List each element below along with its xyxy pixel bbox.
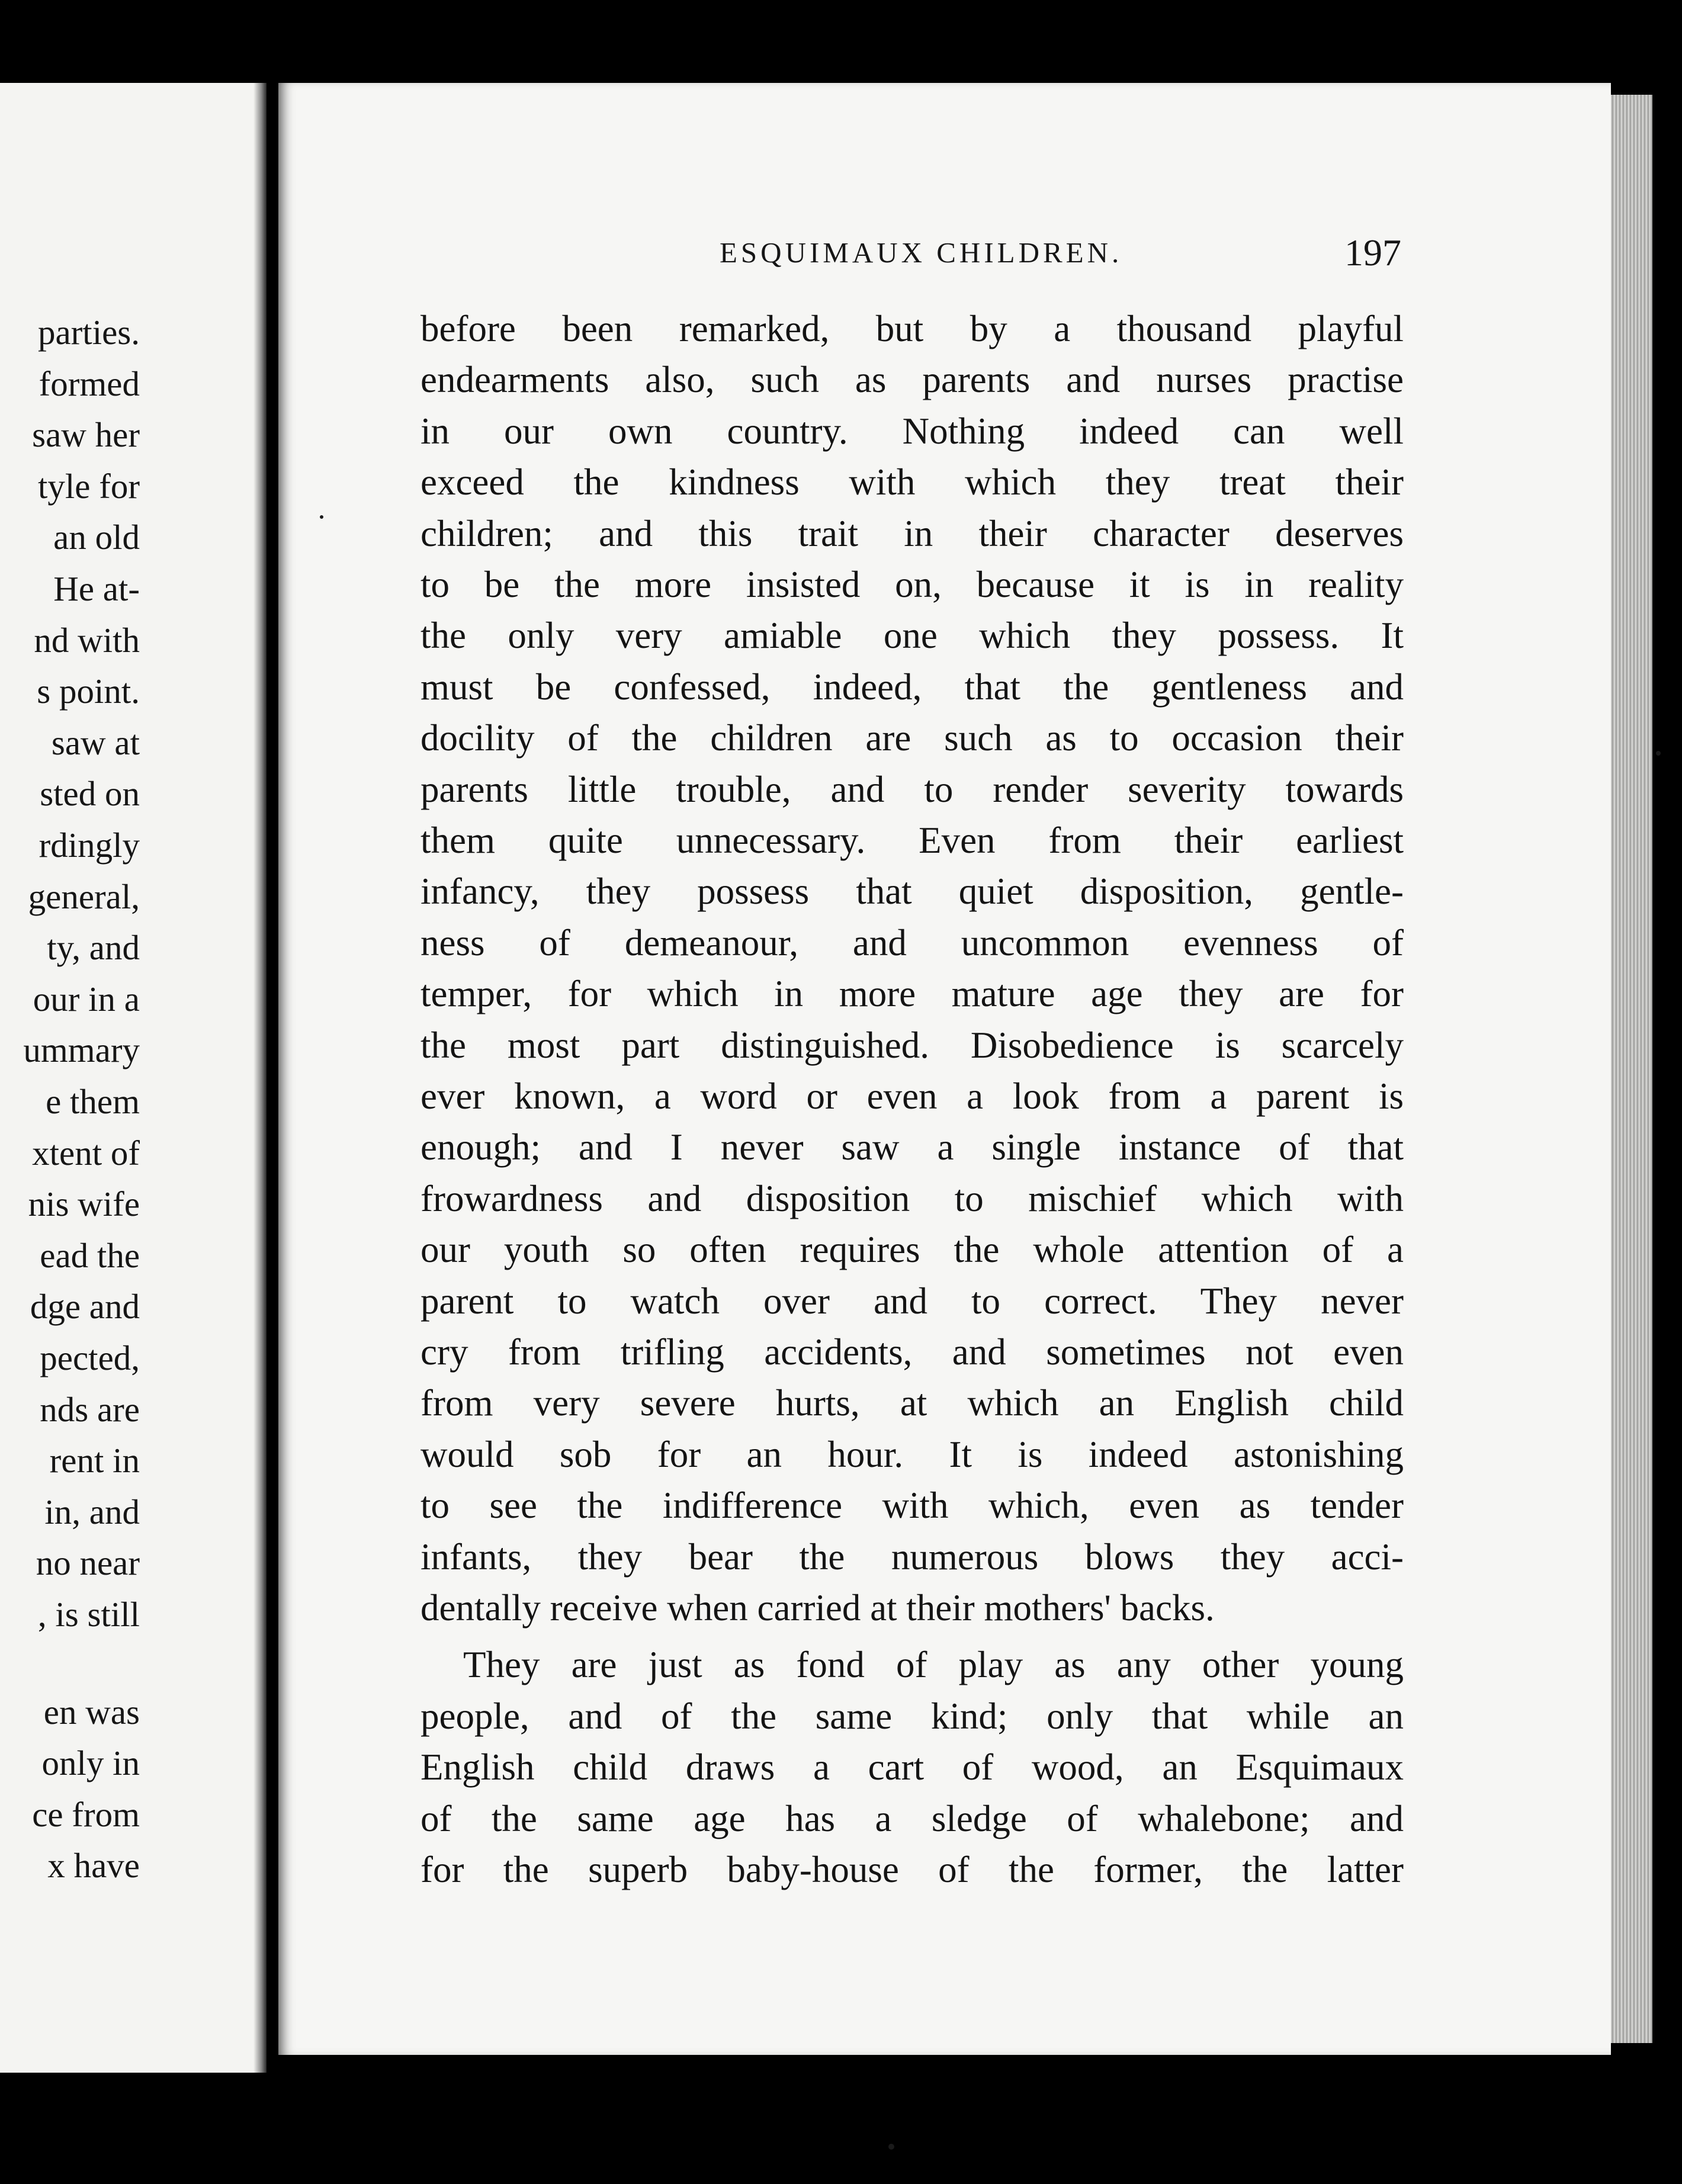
- body-text-line: people, and of the same kind; only that while an: [420, 1695, 1404, 1737]
- body-text-line: exceed the kindness with which they treat their: [420, 461, 1404, 503]
- body-text-line: docility of the children are such as to occasion their: [420, 717, 1404, 759]
- body-text-line: dentally receive when carried at their mothers' backs.: [420, 1587, 1215, 1629]
- body-text-line: ever known, a word or even a look from a parent is: [420, 1075, 1404, 1117]
- page-edges: [1611, 95, 1652, 2043]
- facing-page-line: our in a: [33, 979, 140, 1019]
- body-text-line: the only very amiable one which they possess. It: [420, 615, 1404, 657]
- body-text-line: for the superb baby-house of the former, the latter: [420, 1849, 1404, 1890]
- facing-page-line: nd with: [34, 620, 140, 660]
- body-text-line: infancy, they possess that quiet disposition, gentle-: [420, 871, 1404, 913]
- running-head: ESQUIMAUX CHILDREN.: [720, 236, 1123, 269]
- facing-page-line: ead the: [40, 1235, 140, 1275]
- facing-page-line: general,: [28, 876, 140, 916]
- page-number: 197: [1344, 232, 1401, 274]
- body-text-line: ness of demeanour, and uncommon evenness of: [420, 921, 1404, 963]
- body-text-line: would sob for an hour. It is indeed astonishing: [420, 1433, 1404, 1475]
- body-text-line: our youth so often requires the whole attention of a: [420, 1229, 1404, 1271]
- facing-page-line: saw her: [32, 415, 140, 455]
- facing-page-line: ummary: [23, 1030, 140, 1070]
- facing-page-line: saw at: [51, 722, 140, 762]
- facing-page-line: parties.: [37, 313, 140, 352]
- facing-page-line: an old: [53, 518, 140, 557]
- body-text-line: children; and this trait in their character deserves: [420, 512, 1404, 554]
- facing-page-line: ce from: [32, 1794, 140, 1834]
- body-text-line: parents little trouble, and to render severity towards: [420, 768, 1404, 810]
- scan-speck: [320, 515, 323, 519]
- facing-page-line: formed: [38, 364, 140, 403]
- body-text-line: parent to watch over and to correct. They never: [420, 1280, 1404, 1322]
- facing-page-line: in, and: [44, 1492, 140, 1531]
- facing-page-line: He at-: [53, 569, 140, 608]
- body-text-line: to be the more insisted on, because it is in reality: [420, 564, 1404, 605]
- scan-speck: [1656, 751, 1661, 756]
- body-text-line: of the same age has a sledge of whalebone; and: [420, 1797, 1404, 1839]
- facing-page-line: , is still: [37, 1595, 140, 1634]
- facing-page-line: dge and: [30, 1287, 140, 1327]
- body-text-line: English child draws a cart of wood, an Esquimaux: [420, 1746, 1404, 1788]
- facing-page-line: no near: [36, 1543, 140, 1583]
- book-gutter: [253, 83, 267, 2073]
- facing-page-line: rdingly: [38, 826, 140, 865]
- body-text-line: before been remarked, but by a thousand playful: [420, 308, 1404, 349]
- facing-page-line: pected,: [40, 1338, 140, 1377]
- facing-page-line: only in: [41, 1743, 140, 1783]
- facing-page-line: s point.: [37, 672, 140, 711]
- body-text-line: temper, for which in more mature age they are for: [420, 973, 1404, 1015]
- body-text-line: to see the indifference with which, even as tender: [420, 1485, 1404, 1527]
- facing-page-line: x have: [47, 1846, 140, 1886]
- body-text-line: the most part distinguished. Disobedience is scarcely: [420, 1024, 1404, 1066]
- facing-page-line: nis wife: [28, 1184, 140, 1224]
- body-text-line: They are just as fond of play as any other young: [463, 1644, 1404, 1686]
- facing-page-line: xtent of: [32, 1133, 140, 1173]
- body-text-line: them quite unnecessary. Even from their earliest: [420, 820, 1404, 861]
- body-text-line: must be confessed, indeed, that the gentleness and: [420, 666, 1404, 708]
- body-text-line: enough; and I never saw a single instance of that: [420, 1126, 1404, 1168]
- facing-page-line: e them: [46, 1082, 140, 1121]
- scan-speck: [888, 2144, 894, 2150]
- facing-page-line: ty, and: [47, 928, 140, 968]
- facing-page-line: tyle for: [37, 466, 140, 506]
- body-text-line: frowardness and disposition to mischief which with: [420, 1177, 1404, 1219]
- body-text-line: infants, they bear the numerous blows they acci-: [420, 1536, 1404, 1578]
- body-text-line: in our own country. Nothing indeed can well: [420, 410, 1404, 452]
- facing-page-line: nds are: [40, 1389, 140, 1429]
- body-text-line: endearments also, such as parents and nurses practise: [420, 359, 1404, 401]
- body-text-line: cry from trifling accidents, and sometimes not even: [420, 1331, 1404, 1373]
- body-text-line: from very severe hurts, at which an English child: [420, 1382, 1404, 1424]
- facing-page-line: en was: [43, 1692, 140, 1732]
- facing-page-line: rent in: [49, 1441, 140, 1480]
- facing-page-line: sted on: [40, 774, 140, 814]
